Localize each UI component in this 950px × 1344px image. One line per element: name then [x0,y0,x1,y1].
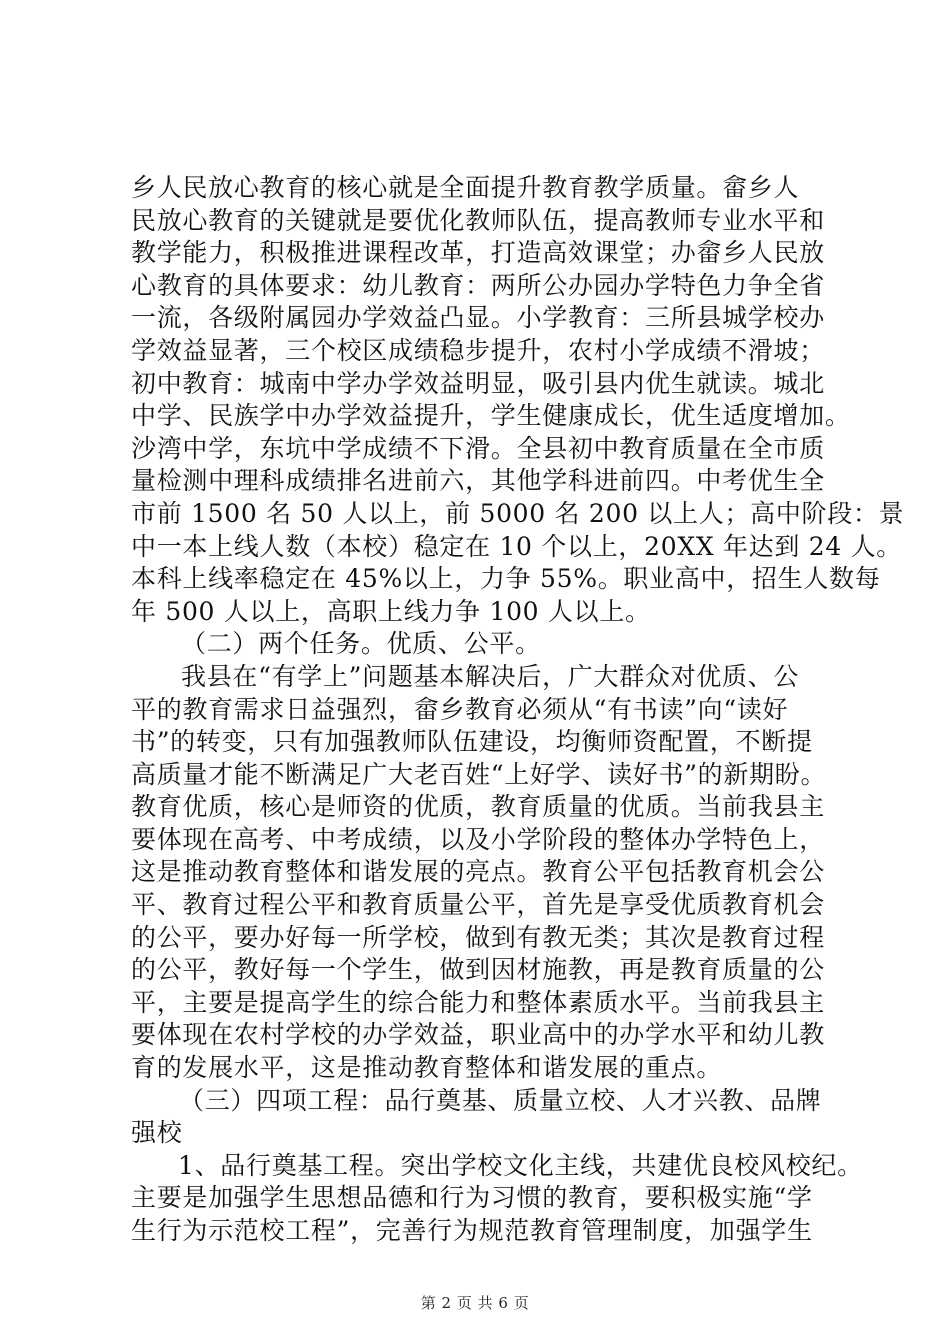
text-line: 平，主要是提高学生的综合能力和整体素质水平。当前我县主 [131,987,825,1017]
text-line: 主要是加强学生思想品德和行为习惯的教育，要积极实施“学 [131,1183,813,1213]
text-line: 初中教育：城南中学办学效益明显，吸引县内优生就读。城北 [131,368,825,398]
paragraph-start: 我县在“有学上”问题基本解决后，广大群众对优质、公 [181,661,800,691]
text-line: 学效益显著，三个校区成绩稳步提升，农村小学成绩不滑坡； [131,335,825,365]
document-body [131,172,905,1248]
text-line: 乡人民放心教育的核心就是全面提升教育教学质量。畲乡人 [131,173,800,202]
text-line: 量检测中理科成绩排名进前六，其他学科进前四。中考优生全 [131,466,825,496]
text-line: 这是推动教育整体和谐发展的亮点。教育公平包括教育机会公 [131,857,825,887]
text-line: 教育优质，核心是师资的优质，教育质量的优质。当前我县主 [131,792,825,822]
text-line: 高质量才能不断满足广大老百姓“上好学、读好书”的新期盼。 [131,759,827,789]
text-line: 要体现在高考、中考成绩，以及小学阶段的整体办学特色上， [131,824,825,854]
text-line: 教学能力，积极推进课程改革，打造高效课堂；办畲乡人民放 [131,238,825,268]
section-heading: （三）四项工程：品行奠基、质量立校、人才兴教、品牌 [179,1085,822,1115]
text-line: 强校 [131,1118,183,1148]
text-line: 市前 1500 名 50 人以上，前 5000 名 200 以上人；高中阶段：景 [131,498,905,528]
text-line: 平、教育过程公平和教育质量公平，首先是享受优质教育机会 [131,890,825,920]
section-heading: （二）两个任务。优质、公平。 [181,629,541,659]
page-footer [0,1292,950,1313]
text-line: 本科上线率稳定在 45%以上，力争 55%。职业高中，招生人数每 [131,564,881,594]
text-line: 的公平，要办好每一所学校，做到有教无类；其次是教育过程 [131,922,825,952]
text-line: 民放心教育的关键就是要优化教师队伍，提高教师专业水平和 [131,205,825,235]
text-line: 生行为示范校工程”，完善行为规范教育管理制度，加强学生 [131,1216,813,1245]
text-line: 书”的转变，只有加强教师队伍建设，均衡师资配置，不断提 [131,727,813,757]
text-line: 育的发展水平，这是推动教育整体和谐发展的重点。 [131,1053,723,1083]
text-line: 一流，各级附属园办学效益凸显。小学教育：三所县城学校办 [131,303,825,333]
text-line: 中学、民族学中办学效益提升，学生健康成长，优生适度增加。 [131,401,851,431]
text-line: 要体现在农村学校的办学效益，职业高中的办学水平和幼儿教 [131,1020,825,1050]
text-line: 平的教育需求日益强烈，畲乡教育必须从“有书读”向“读好 [131,694,789,724]
text-line: 年 500 人以上，高职上线力争 100 人以上。 [131,596,651,626]
paragraph-start: 1、品行奠基工程。突出学校文化主线，共建优良校风校纪。 [178,1150,863,1180]
text-line: 的公平，教好每一个学生，做到因材施教，再是教育质量的公 [131,955,825,985]
text-line: 中一本上线人数（本校）稳定在 10 个以上，20XX 年达到 24 人。 [131,531,902,561]
text-line: 沙湾中学，东坑中学成绩不下滑。全县初中教育质量在全市质 [131,433,825,463]
text-line: 心教育的具体要求：幼儿教育：两所公办园办学特色力争全省 [131,270,825,300]
page-number: 第 2 页 共 6 页 [420,1294,530,1312]
